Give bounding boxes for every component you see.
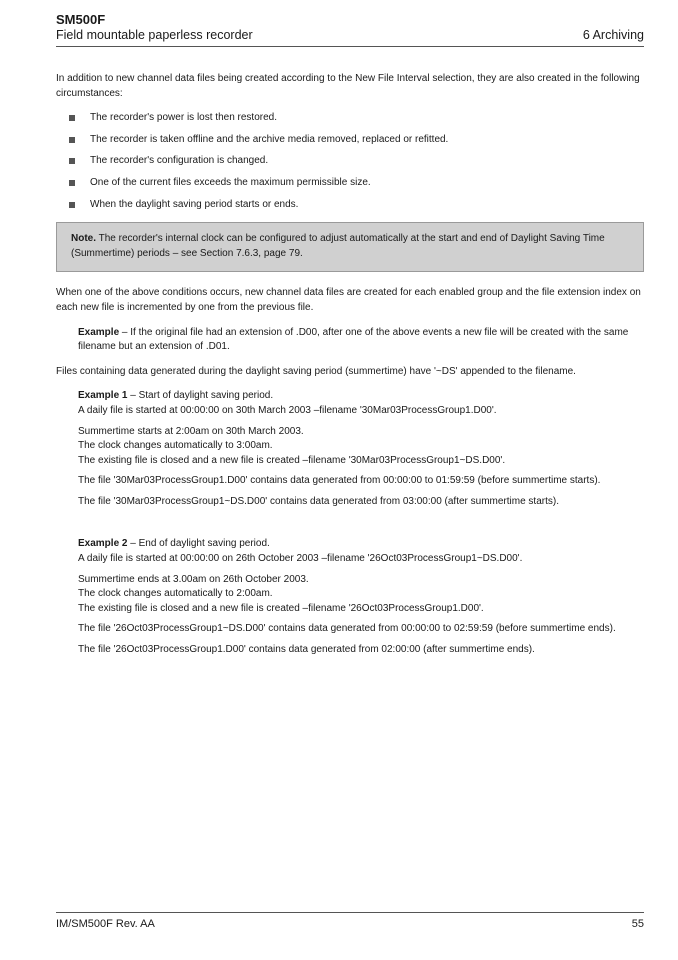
document-reference: IM/SM500F Rev. AA [56,918,155,930]
list-item [56,111,644,126]
example-2-label: Example 2 [78,538,128,550]
page-body [56,72,644,658]
example-1-block [56,389,644,509]
bullet-square-icon [69,137,75,143]
list-item-text: The recorder is taken offline and the archive media removed, replaced or refitted. [90,133,449,145]
note-text: The recorder's internal clock can be configured to adjust automatically at the start and end of Daylight Saving Time (Summertime) periods – see Section 7.6.3, page 79. [71,233,605,259]
page-footer [56,912,644,931]
header-divider [56,46,644,47]
bullet-square-icon [69,115,75,121]
list-item [56,133,644,148]
example-1-line: The clock changes automatically to 3:00am. [78,440,273,452]
list-item-text: The recorder's configuration is changed. [90,155,269,167]
conditions-paragraph: When one of the above conditions occurs, new channel data files are created for each enabled group and the file extension index on each new file is incremented by one from the previous file. [56,287,641,313]
product-model: SM500F [56,12,106,27]
example-1-line: The existing file is closed and a new file is created –filename '30Mar03ProcessGroup1~DS.D00'. [78,454,506,466]
example-2-line: A daily file is started at 00:00:00 on 26th October 2003 –filename '26Oct03ProcessGroup1~DS.D00'. [78,553,523,565]
example-1-title: – Start of daylight saving period. [130,390,274,402]
list-item-text: When the daylight saving period starts or ends. [90,198,299,210]
example-2-line: The clock changes automatically to 2:00am. [78,588,273,600]
list-item [56,154,644,169]
summertime-paragraph: Files containing data generated during the daylight saving period (summertime) have '~DS' appended to the filename. [56,365,576,377]
bullet-square-icon [69,158,75,164]
example-1-heading [78,389,644,404]
list-item [56,176,644,191]
example-1-line: The file '30Mar03ProcessGroup1.D00' contains data generated from 00:00:00 to 01:59:59 (before summertime starts). [78,475,601,487]
page-header [56,12,644,47]
circumstances-list [56,111,644,212]
intro-paragraph: In addition to new channel data files being created according to the New File Interval selection, they are also created in the following circumstances: [56,73,640,99]
header-row [56,27,644,44]
example-1-line: Summertime starts at 2:00am on 30th March 2003. [78,425,304,437]
example-2-line: The file '26Oct03ProcessGroup1.D00' contains data generated from 02:00:00 (after summertime ends). [78,644,535,656]
example-2-title: – End of daylight saving period. [130,538,270,550]
example-2-line: The file '26Oct03ProcessGroup1~DS.D00' contains data generated from 00:00:00 to 02:59:59 (before summertime ends). [78,623,616,635]
section-spacer [56,509,644,537]
list-item-text: The recorder's power is lost then restored. [90,112,277,124]
note-label: Note. [71,233,96,245]
note-box [56,222,644,272]
example-2-line: Summertime ends at 3.00am on 26th October 2003. [78,573,309,585]
section-title: 6 Archiving [582,28,644,42]
extension-example [56,326,644,355]
example-2-heading [78,537,644,552]
page-number: 55 [631,918,644,930]
list-item-text: One of the current files exceeds the maximum permissible size. [90,176,371,188]
list-item [56,198,644,213]
example-2-block [56,537,644,657]
bullet-square-icon [69,202,75,208]
example-2-line: The existing file is closed and a new file is created –filename '26Oct03ProcessGroup1.D00'. [78,602,484,614]
example-1-line: The file '30Mar03ProcessGroup1~DS.D00' contains data generated from 03:00:00 (after summertime starts). [78,495,559,507]
bullet-square-icon [69,180,75,186]
example-1-line: A daily file is started at 00:00:00 on 30th March 2003 –filename '30Mar03ProcessGroup1.D00'. [78,404,497,416]
example-1-label: Example 1 [78,390,128,402]
product-subtitle: Field mountable paperless recorder [56,28,253,42]
example-text: – If the original file had an extension of .D00, after one of the above events a new file will be created with the same filename but an extension of .D01. [78,326,629,353]
example-label: Example [78,326,120,338]
